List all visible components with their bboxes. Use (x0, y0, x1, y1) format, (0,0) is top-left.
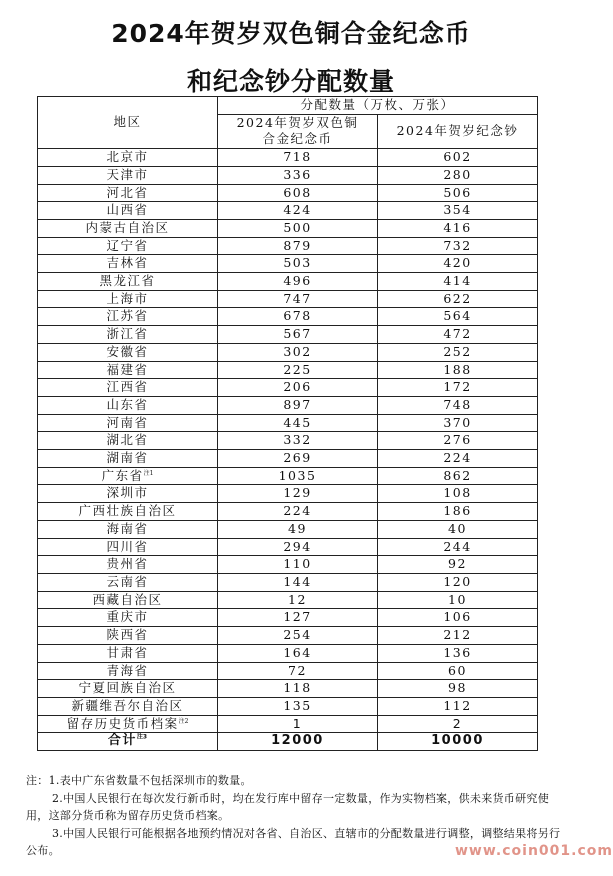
table-row (38, 414, 538, 432)
region-cell (38, 308, 218, 326)
footnote-1: 注：1.表中广东省数量不包括深圳市的数量。 (26, 774, 252, 787)
region-label: 河北省 (106, 184, 149, 200)
table-row (38, 503, 538, 521)
note-cell: 212 (378, 627, 538, 645)
region-cell (38, 609, 218, 627)
footnote-marker: 注1 (143, 469, 154, 477)
table-row (38, 379, 538, 397)
region-cell (38, 715, 218, 733)
region-label: 宁夏回族自治区 (78, 680, 177, 696)
region-label: 上海市 (106, 290, 149, 306)
region-cell (38, 556, 218, 574)
region-cell (38, 627, 218, 645)
region-cell (38, 538, 218, 556)
table-row (38, 644, 538, 662)
coin-cell: 164 (218, 644, 378, 662)
coin-cell: 127 (218, 609, 378, 627)
region-label: 深圳市 (106, 485, 149, 501)
table-row (38, 715, 538, 733)
note-cell: 186 (378, 503, 538, 521)
region-label: 新疆维吾尔自治区 (71, 697, 184, 713)
region-label: 内蒙古自治区 (85, 219, 170, 235)
table-row (38, 556, 538, 574)
note-cell: 602 (378, 149, 538, 167)
watermark: www.coin001.com (455, 843, 613, 859)
region-label: 山西省 (106, 202, 149, 218)
region-cell (38, 697, 218, 715)
coin-cell: 294 (218, 538, 378, 556)
region-label: 贵州省 (106, 556, 149, 572)
region-cell (38, 149, 218, 167)
note-cell: 120 (378, 573, 538, 591)
table-row (38, 591, 538, 609)
region-cell (38, 184, 218, 202)
region-label: 湖南省 (106, 450, 149, 466)
table-row (38, 273, 538, 291)
region-cell (38, 467, 218, 485)
coin-cell: 225 (218, 361, 378, 379)
region-cell (38, 432, 218, 450)
coin-cell: 608 (218, 184, 378, 202)
coin-cell: 1035 (218, 467, 378, 485)
region-cell (38, 361, 218, 379)
table-row (38, 627, 538, 645)
note-cell: 862 (378, 467, 538, 485)
region-label: 天津市 (106, 166, 149, 182)
table-row (38, 697, 538, 715)
coin-cell: 747 (218, 290, 378, 308)
region-label: 浙江省 (106, 326, 149, 342)
region-cell (38, 237, 218, 255)
coin-cell: 718 (218, 149, 378, 167)
table-row (38, 680, 538, 698)
table-row (38, 538, 538, 556)
region-cell (38, 450, 218, 468)
region-label: 海南省 (106, 520, 149, 536)
note-cell: 280 (378, 166, 538, 184)
table-row (38, 255, 538, 273)
region-cell (38, 290, 218, 308)
note-cell: 748 (378, 396, 538, 414)
coin-cell: 49 (218, 520, 378, 538)
coin-cell: 224 (218, 503, 378, 521)
coin-cell: 1 (218, 715, 378, 733)
region-cell (38, 414, 218, 432)
region-cell (38, 343, 218, 361)
coin-cell: 336 (218, 166, 378, 184)
region-cell (38, 644, 218, 662)
region-label: 江西省 (106, 379, 149, 395)
header-coin-line2: 合金纪念币 (262, 131, 333, 147)
note-cell: 472 (378, 326, 538, 344)
coin-cell: 424 (218, 202, 378, 220)
distribution-table (37, 96, 538, 751)
coin-cell: 496 (218, 273, 378, 291)
coin-cell: 332 (218, 432, 378, 450)
note-cell: 224 (378, 450, 538, 468)
note-cell: 60 (378, 662, 538, 680)
note-cell: 244 (378, 538, 538, 556)
table-row (38, 467, 538, 485)
region-cell (38, 485, 218, 503)
total-row (38, 733, 538, 751)
coin-cell: 129 (218, 485, 378, 503)
region-cell (38, 255, 218, 273)
table-row (38, 662, 538, 680)
footnote-2: 2.中国人民银行在每次发行新币时，均在发行库中留存一定数量，作为实物档案，供未来货币研究使用，这部分货币称为留存历史货币档案。 (26, 791, 549, 822)
region-label: 陕西省 (106, 627, 149, 643)
region-cell (38, 733, 218, 751)
region-cell (38, 520, 218, 538)
footnote-marker: 注2 (178, 717, 189, 725)
note-cell: 732 (378, 237, 538, 255)
table-row (38, 361, 538, 379)
table-row (38, 343, 538, 361)
note-cell: 112 (378, 697, 538, 715)
region-cell (38, 680, 218, 698)
table-row (38, 202, 538, 220)
note-cell: 370 (378, 414, 538, 432)
note-cell: 2 (378, 715, 538, 733)
region-label: 福建省 (106, 361, 149, 377)
note-cell: 622 (378, 290, 538, 308)
region-label: 山东省 (106, 396, 149, 412)
table-row (38, 432, 538, 450)
note-cell: 252 (378, 343, 538, 361)
coin-cell: 567 (218, 326, 378, 344)
coin-cell: 879 (218, 237, 378, 255)
header-quantity-group: 分配数量（万枚、万张） (218, 97, 538, 115)
coin-cell: 144 (218, 573, 378, 591)
region-cell (38, 591, 218, 609)
region-label: 青海省 (106, 662, 149, 678)
table-row (38, 166, 538, 184)
table-row (38, 396, 538, 414)
region-label: 江苏省 (106, 308, 149, 324)
region-cell (38, 166, 218, 184)
note-cell: 108 (378, 485, 538, 503)
coin-cell: 503 (218, 255, 378, 273)
region-label: 黑龙江省 (99, 273, 156, 289)
note-cell: 10000 (378, 733, 538, 751)
coin-cell: 445 (218, 414, 378, 432)
coin-cell: 897 (218, 396, 378, 414)
region-cell (38, 379, 218, 397)
footnote-3: 3.中国人民银行可能根据各地预约情况对各省、自治区、直辖市的分配数量进行调整，调整结果将另行公布。 (26, 826, 561, 857)
table-row (38, 184, 538, 202)
coin-cell: 135 (218, 697, 378, 715)
table-row (38, 290, 538, 308)
region-label: 辽宁省 (106, 237, 149, 253)
coin-cell: 118 (218, 680, 378, 698)
coin-cell: 269 (218, 450, 378, 468)
table-row (38, 149, 538, 167)
region-cell (38, 326, 218, 344)
table-row (38, 219, 538, 237)
header-region: 地区 (38, 97, 218, 149)
note-cell: 506 (378, 184, 538, 202)
table-row (38, 237, 538, 255)
region-label: 留存历史货币档案 (66, 715, 179, 731)
coin-cell: 500 (218, 219, 378, 237)
region-label: 西藏自治区 (92, 591, 163, 607)
region-label: 甘肃省 (106, 644, 149, 660)
note-cell: 136 (378, 644, 538, 662)
table-row (38, 308, 538, 326)
note-cell: 98 (378, 680, 538, 698)
coin-cell: 12000 (218, 733, 378, 751)
note-cell: 420 (378, 255, 538, 273)
region-label: 北京市 (106, 149, 149, 165)
region-label: 河南省 (106, 414, 149, 430)
coin-cell: 254 (218, 627, 378, 645)
footnote-marker: 注3 (136, 733, 148, 741)
region-cell (38, 662, 218, 680)
note-cell: 416 (378, 219, 538, 237)
region-cell (38, 503, 218, 521)
region-label: 合计 (107, 733, 137, 749)
region-cell (38, 396, 218, 414)
region-label: 广东省 (101, 467, 144, 483)
note-cell: 414 (378, 273, 538, 291)
note-cell: 92 (378, 556, 538, 574)
table-row (38, 520, 538, 538)
header-coin (218, 114, 378, 148)
region-label: 吉林省 (106, 255, 149, 271)
note-cell: 10 (378, 591, 538, 609)
table-row (38, 573, 538, 591)
region-label: 云南省 (106, 573, 149, 589)
region-cell (38, 573, 218, 591)
note-cell: 276 (378, 432, 538, 450)
table-row (38, 450, 538, 468)
note-cell: 564 (378, 308, 538, 326)
region-cell (38, 202, 218, 220)
coin-cell: 72 (218, 662, 378, 680)
region-label: 湖北省 (106, 432, 149, 448)
note-cell: 188 (378, 361, 538, 379)
page-title: 2024年贺岁双色铜合金纪念币 (111, 19, 471, 48)
table-row (38, 485, 538, 503)
note-cell: 172 (378, 379, 538, 397)
region-label: 广西壮族自治区 (78, 503, 177, 519)
region-cell (38, 219, 218, 237)
header-note: 2024年贺岁纪念钞 (378, 114, 538, 148)
coin-cell: 12 (218, 591, 378, 609)
note-cell: 40 (378, 520, 538, 538)
table-row (38, 609, 538, 627)
header-coin-line1: 2024年贺岁双色铜 (236, 114, 359, 130)
coin-cell: 678 (218, 308, 378, 326)
coin-cell: 110 (218, 556, 378, 574)
coin-cell: 302 (218, 343, 378, 361)
table-row (38, 326, 538, 344)
note-cell: 354 (378, 202, 538, 220)
region-label: 四川省 (106, 538, 149, 554)
page-subtitle: 和纪念钞分配数量 (186, 67, 395, 96)
region-label: 重庆市 (106, 609, 149, 625)
coin-cell: 206 (218, 379, 378, 397)
region-label: 安徽省 (106, 343, 149, 359)
note-cell: 106 (378, 609, 538, 627)
region-cell (38, 273, 218, 291)
